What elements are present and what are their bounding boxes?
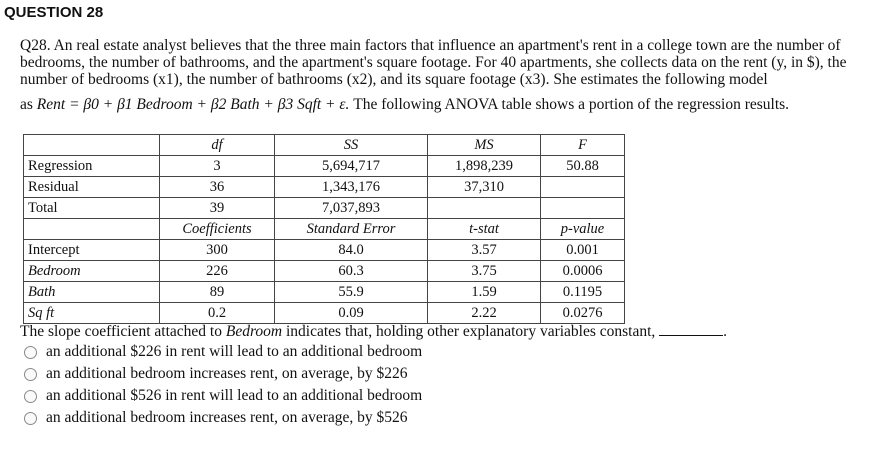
table-cell: 226 xyxy=(160,261,275,282)
table-cell: 1,343,176 xyxy=(275,177,428,198)
table-header: Coefficients xyxy=(160,219,275,240)
stem-variable: Bedroom xyxy=(225,323,283,340)
coef-header-row xyxy=(24,219,625,240)
table-cell xyxy=(541,198,625,219)
table-cell: Bedroom xyxy=(24,261,160,282)
table-cell: 89 xyxy=(160,282,275,303)
table-cell: 3 xyxy=(160,156,275,177)
table-cell: 0.0276 xyxy=(541,303,625,324)
regression-table xyxy=(23,134,625,324)
table-cell xyxy=(24,219,160,240)
table-row xyxy=(24,303,625,324)
question-header: QUESTION 28 xyxy=(4,4,104,21)
table-header: t-stat xyxy=(428,219,541,240)
answer-option-b[interactable] xyxy=(24,363,422,385)
question-text xyxy=(20,37,880,88)
stem-after: indicates that, holding other explanatory variables constant, xyxy=(285,323,656,340)
table-cell xyxy=(541,177,625,198)
table-row xyxy=(24,282,625,303)
table-cell: 3.75 xyxy=(428,261,541,282)
table-cell: 7,037,893 xyxy=(275,198,428,219)
table-cell: 2.22 xyxy=(428,303,541,324)
anova-header-row xyxy=(24,135,625,156)
table-cell: Total xyxy=(24,198,160,219)
answer-blank xyxy=(659,323,723,336)
table-cell: 1.59 xyxy=(428,282,541,303)
table-cell: 3.57 xyxy=(428,240,541,261)
table-row xyxy=(24,156,625,177)
table-header: Standard Error xyxy=(275,219,428,240)
table-row xyxy=(24,261,625,282)
table-cell xyxy=(428,198,541,219)
table-cell: 36 xyxy=(160,177,275,198)
table-cell: 37,310 xyxy=(428,177,541,198)
question-paragraph: Q28. An real estate analyst believes that the three main factors that influence an apartment's rent in a college town are the number of bedrooms, the number of bathrooms, and the apartment's square footage. For 40 apartments, she collects data on the rent (y, in $), the number of bedrooms (x1), the number of bathrooms (x2), and its square footage (x3). She estimates the following model xyxy=(20,37,847,88)
answer-option-c[interactable] xyxy=(24,385,422,407)
table-cell: Bath xyxy=(24,282,160,303)
table-cell: 84.0 xyxy=(275,240,428,261)
table-cell: 1,898,239 xyxy=(428,156,541,177)
radio-button[interactable] xyxy=(24,368,37,381)
model-suffix: The following ANOVA table shows a portion of the regression results. xyxy=(353,96,790,113)
question-stem: The slope coefficient attached to Bedroom indicates that, holding other explanatory variables constant, . xyxy=(20,323,728,340)
table-cell: 300 xyxy=(160,240,275,261)
table-cell: 5,694,717 xyxy=(275,156,428,177)
answer-options xyxy=(24,341,422,429)
table-cell: 0.09 xyxy=(275,303,428,324)
table-row xyxy=(24,240,625,261)
table-row xyxy=(24,177,625,198)
table-cell: Sq ft xyxy=(24,303,160,324)
model-equation: Rent = β0 + β1 Bedroom + β2 Bath + β3 Sqft + ε. xyxy=(36,96,350,113)
option-label: an additional $526 in rent will lead to an additional bedroom xyxy=(46,387,423,404)
table-cell: 0.2 xyxy=(160,303,275,324)
table-header: MS xyxy=(428,135,541,156)
radio-button[interactable] xyxy=(24,346,37,359)
table-cell: Intercept xyxy=(24,240,160,261)
table-header: p-value xyxy=(541,219,625,240)
table-row xyxy=(24,198,625,219)
table-header: SS xyxy=(275,135,428,156)
table-header: F xyxy=(541,135,625,156)
table-cell: Residual xyxy=(24,177,160,198)
answer-option-d[interactable] xyxy=(24,407,422,429)
table-cell: 39 xyxy=(160,198,275,219)
table-cell: 0.001 xyxy=(541,240,625,261)
stem-before: The slope coefficient attached to xyxy=(20,323,222,340)
radio-button[interactable] xyxy=(24,390,37,403)
radio-button[interactable] xyxy=(24,412,37,425)
option-label: an additional bedroom increases rent, on average, by $226 xyxy=(46,365,408,382)
model-line xyxy=(20,96,880,113)
table-cell: Regression xyxy=(24,156,160,177)
model-prefix: as xyxy=(20,96,33,113)
table-header: df xyxy=(160,135,275,156)
table-cell: 50.88 xyxy=(541,156,625,177)
answer-option-a[interactable] xyxy=(24,341,422,363)
option-label: an additional $226 in rent will lead to an additional bedroom xyxy=(46,343,423,360)
table-cell: 0.1195 xyxy=(541,282,625,303)
table-cell: 60.3 xyxy=(275,261,428,282)
table-cell xyxy=(24,135,160,156)
option-label: an additional bedroom increases rent, on average, by $526 xyxy=(46,409,408,426)
table-cell: 0.0006 xyxy=(541,261,625,282)
table-cell: 55.9 xyxy=(275,282,428,303)
